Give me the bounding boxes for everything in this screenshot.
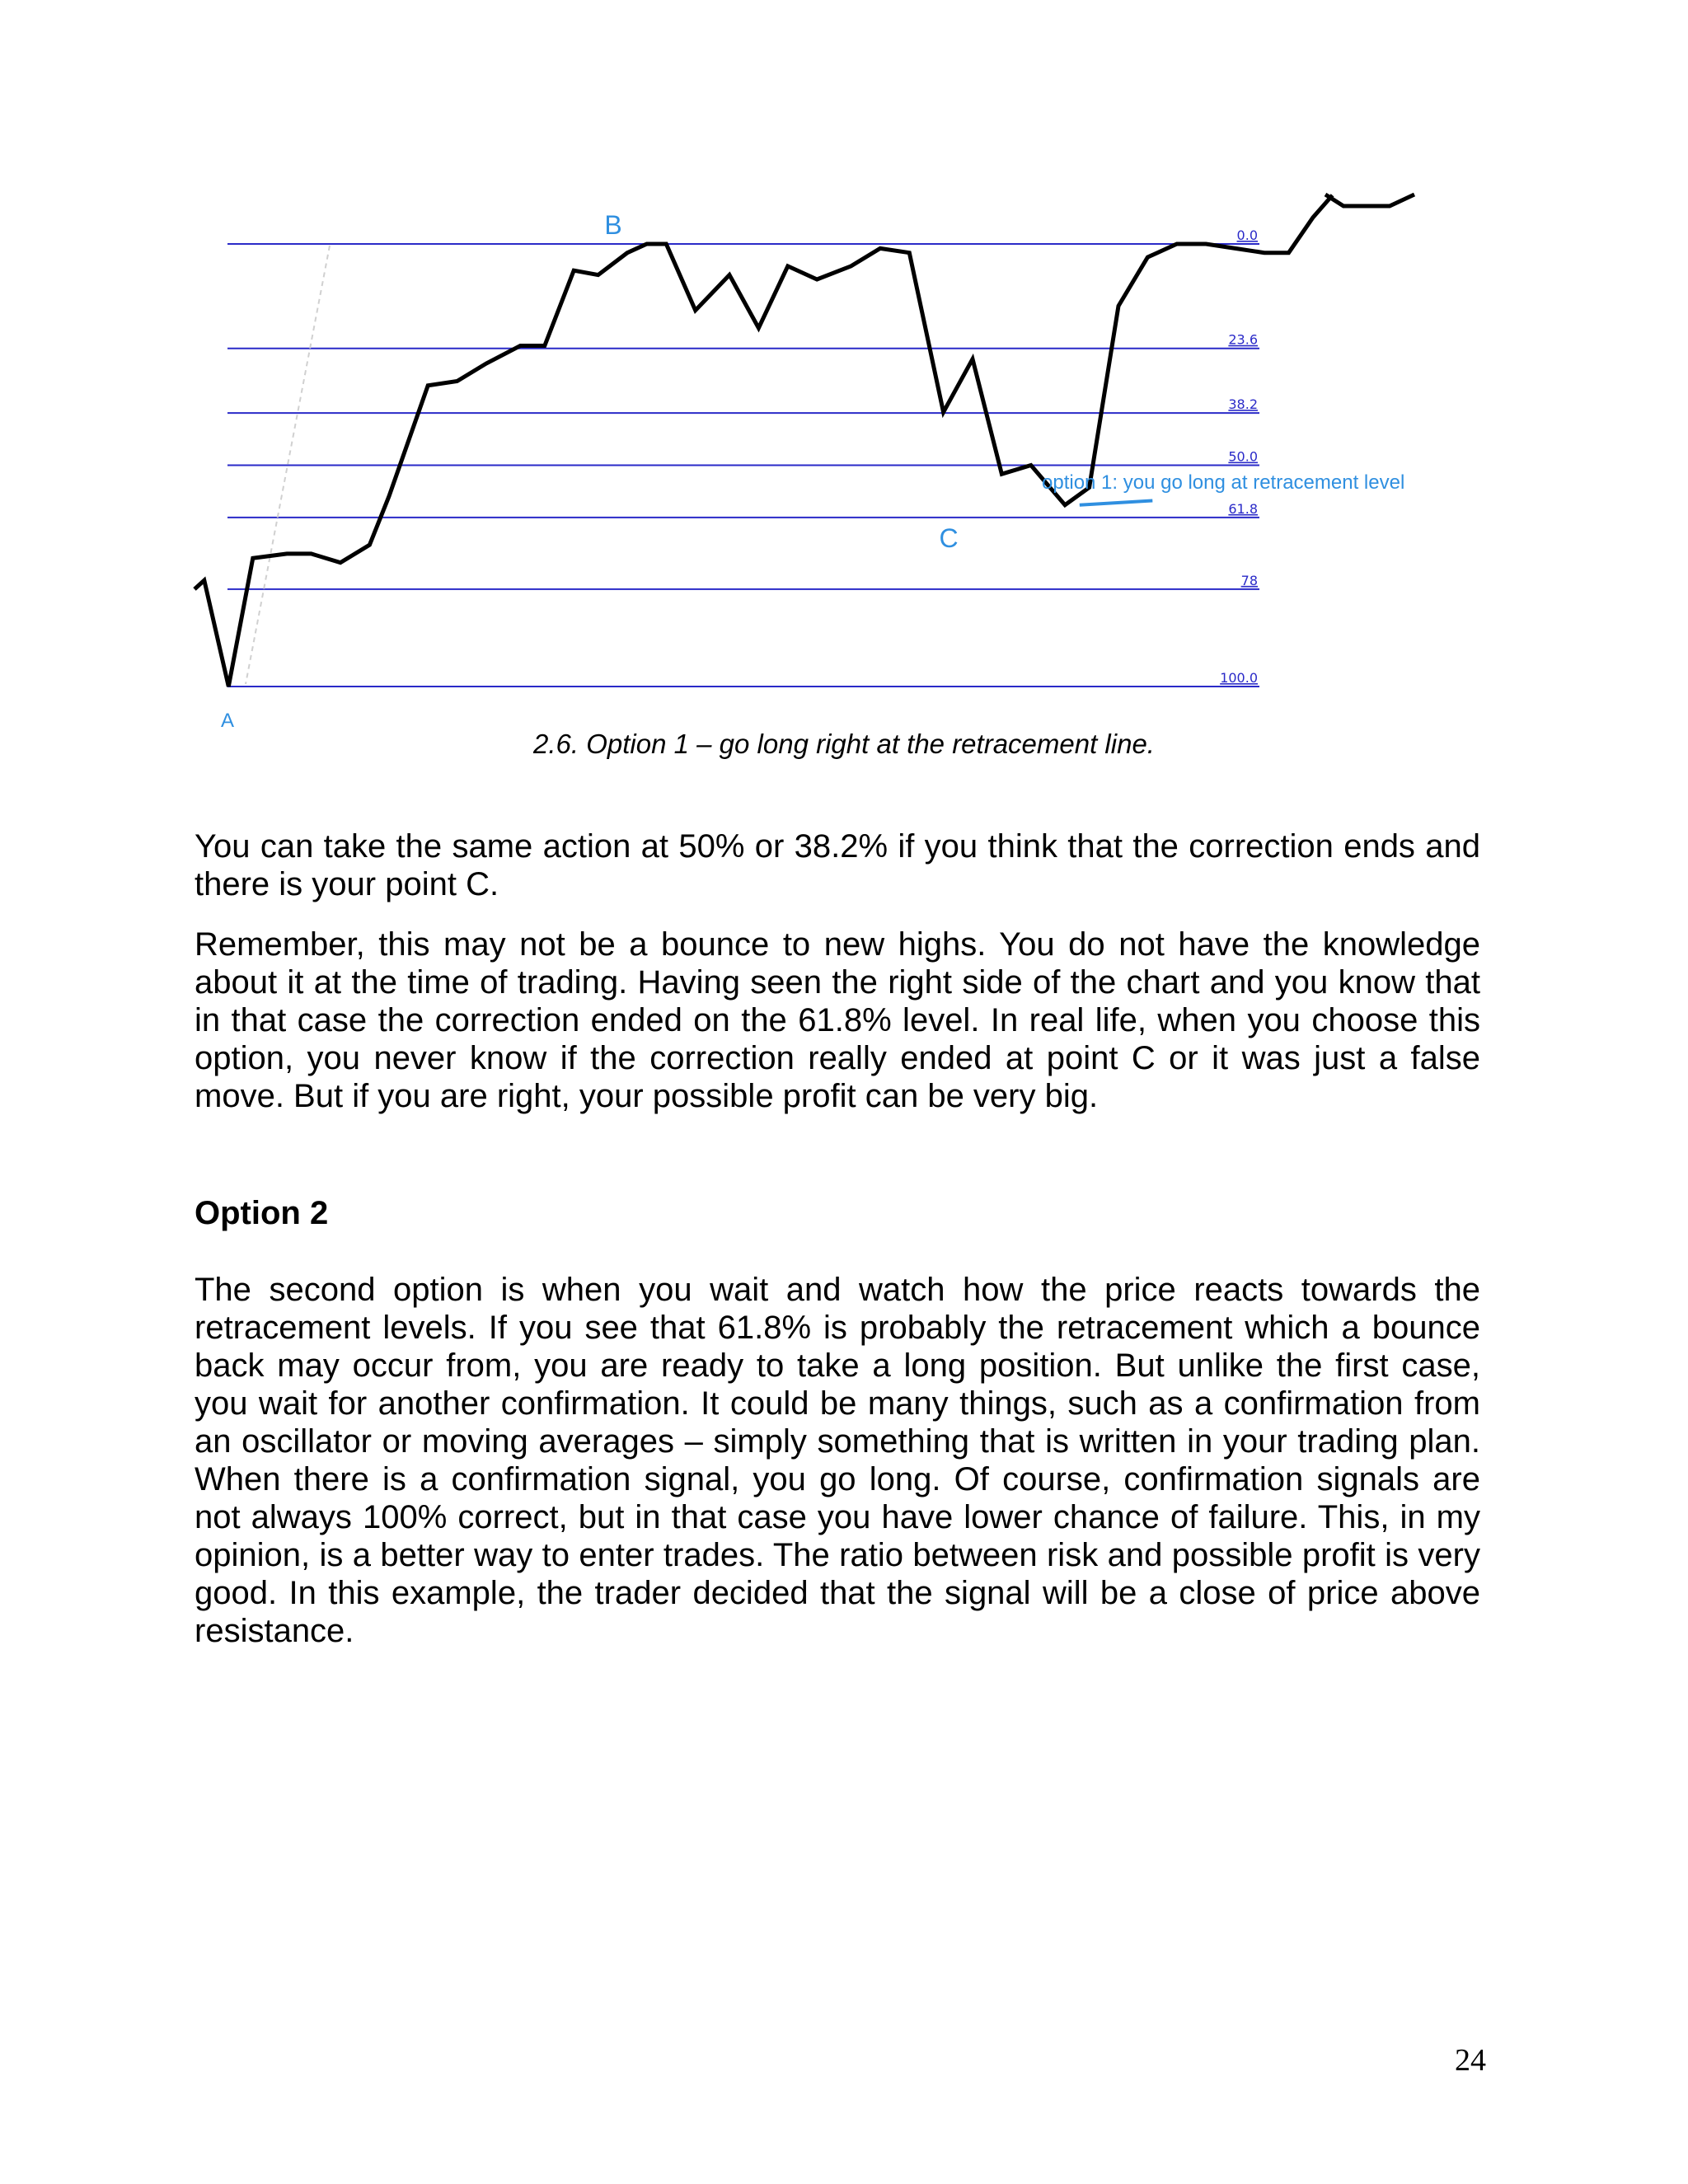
- level-label: 38.2: [1228, 396, 1258, 413]
- level-label: 100.0: [1220, 670, 1258, 686]
- page-number: 24: [1455, 2043, 1486, 2078]
- paragraph-3: The second option is when you wait and watch how the price reacts towards the retracement levels. If you see that 61.8% is probably the retracement which a bounce back may occur from, you are ready to take a long position. But unlike the first case, you wait for another confirmation. It could be many things, such as a confirmation from an oscillator or moving averages – simply something that is written in your trading plan. When there is a confirmation signal, you go long. Of course, confirmation signals are not always 100% correct, but in that case you have lower chance of failure. This, in my opinion, is a better way to enter trades. The ratio between risk and possible profit is very good. In this example, the trader decided that the signal will be a close of price above resistance.: [195, 1272, 1480, 1649]
- entry-line: [1080, 501, 1153, 505]
- retracement-levels: [227, 244, 1259, 687]
- price-line: [195, 195, 1333, 687]
- point-label-c: C: [939, 523, 959, 553]
- level-label: 78: [1240, 572, 1258, 588]
- paragraph-2: Remember, this may not be a bounce to new highs. You do not have the knowledge about it at the time of trading. Having seen the right side of the chart and you know that in that case the correction ended on the 61.8% level. In real life, when you choose this option, you never know if the correction really ended at point C or it was just a false move. But if you are right, your possible profit can be very big.: [195, 926, 1480, 1114]
- level-label: 50.0: [1228, 448, 1258, 465]
- paragraph-1: You can take the same action at 50% or 38.2% if you think that the correction ends and there is your point C.: [195, 828, 1480, 902]
- retracement-level-labels: [1220, 227, 1258, 686]
- fibonacci-chart: [0, 0, 1688, 742]
- price-line-continuation: [1325, 194, 1414, 206]
- figure-caption: 2.6. Option 1 – go long right at the retracement line.: [533, 729, 1155, 759]
- option-annotation: option 1: you go long at retracement level: [1042, 471, 1405, 494]
- section-heading: Option 2: [195, 1195, 329, 1231]
- level-label: 61.8: [1228, 500, 1258, 517]
- point-label-a: A: [220, 710, 235, 732]
- level-label: 0.0: [1236, 227, 1258, 243]
- point-label-b: B: [604, 210, 622, 240]
- level-label: 23.6: [1228, 331, 1258, 348]
